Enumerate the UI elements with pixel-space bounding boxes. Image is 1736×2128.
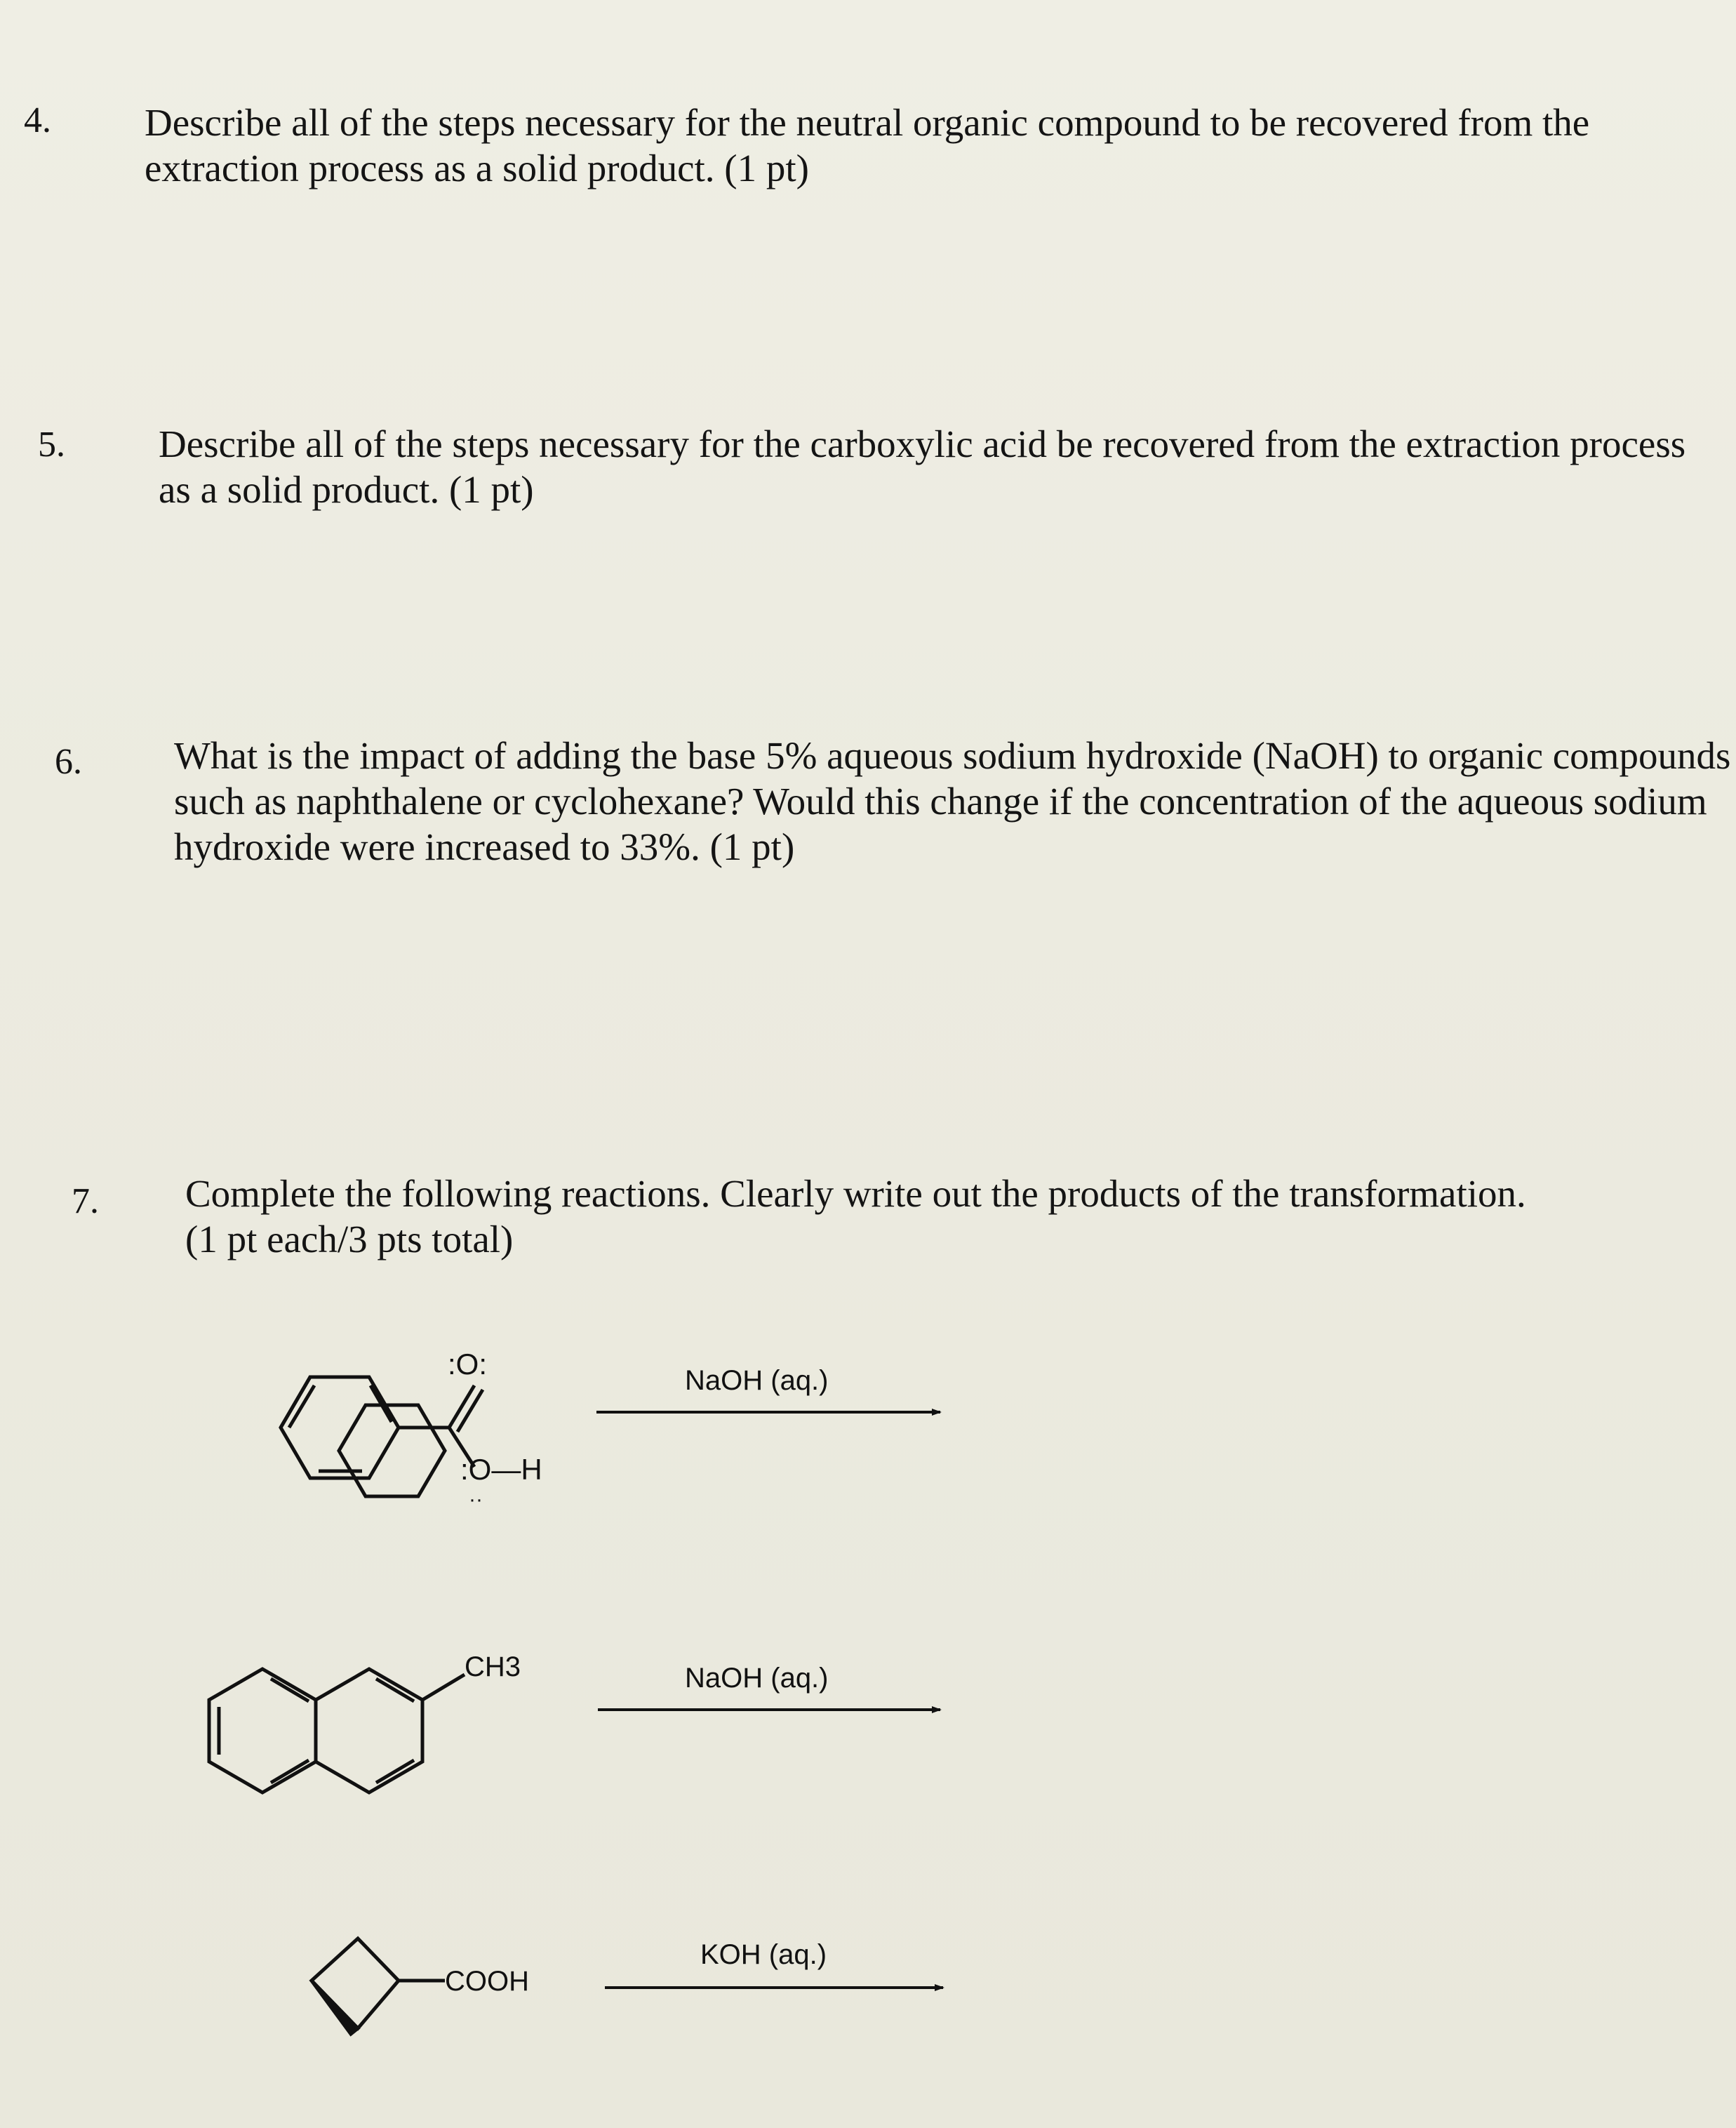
benzene-ring <box>281 1377 399 1478</box>
methyl-group-label: CH3 <box>465 1651 521 1682</box>
question-6-line-1: What is the impact of adding the base 5% aqueous sodium hydroxide (NaOH) to organic compounds <box>174 734 1731 777</box>
question-7-line-1: Complete the following reactions. Clearly write out the products of the transformation. <box>185 1172 1526 1215</box>
question-5-line-1: Describe all of the steps necessary for the carboxylic acid be recovered from the extraction process <box>159 423 1686 465</box>
question-6-number: 6. <box>55 742 82 782</box>
reaction-3-reagent: KOH (aq.) <box>700 1939 827 1970</box>
cyclobutane-acid-structure <box>312 1939 445 2034</box>
question-7-line-2: (1 pt each/3 pts total) <box>185 1218 514 1261</box>
benzoic-acid-structure <box>281 1377 483 1496</box>
question-4-number: 4. <box>24 100 51 140</box>
hydroxyl-label: :O—H <box>460 1453 542 1486</box>
reaction-1-reagent: NaOH (aq.) <box>685 1365 829 1396</box>
question-5-line-2: as a solid product. (1 pt) <box>159 468 534 511</box>
reaction-2-reagent: NaOH (aq.) <box>685 1663 829 1694</box>
methylnaphthalene-structure <box>209 1669 465 1793</box>
question-6-line-3: hydroxide were increased to 33%. (1 pt) <box>174 825 795 868</box>
question-7-number: 7. <box>72 1181 99 1221</box>
question-4-line-2: extraction process as a solid product. (1 pt) <box>145 147 809 189</box>
carbonyl-oxygen-label: :O: <box>448 1348 488 1381</box>
carboxylic-acid-label: COOH <box>445 1966 529 1997</box>
question-4-line-1: Describe all of the steps necessary for the neutral organic compound to be recovered from the <box>145 101 1590 144</box>
question-5-number: 5. <box>38 425 65 465</box>
question-6-line-2: such as naphthalene or cyclohexane? Would this change if the concentration of the aqueous sodium <box>174 780 1707 823</box>
hydroxyl-lone-pair: ·· <box>469 1488 483 1511</box>
